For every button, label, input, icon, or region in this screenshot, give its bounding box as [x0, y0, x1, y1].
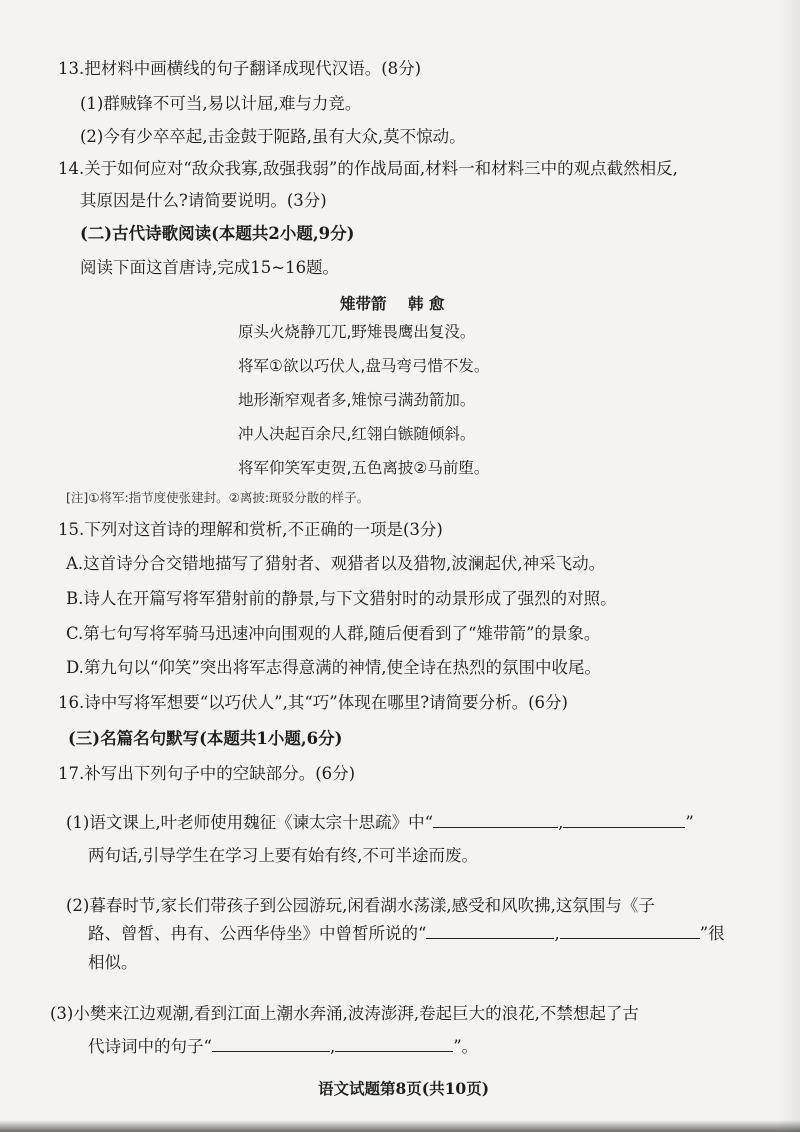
q14-line2: 其原因是什么?请简要说明。(3分): [80, 191, 327, 210]
q17-sub3-comma: ,: [329, 1037, 336, 1056]
q17-sub1-text: (1)语文课上,叶老师使用魏征《谏太宗十思疏》中“: [66, 813, 434, 832]
q17-sub3-blank-1[interactable]: [212, 1035, 330, 1052]
poem-line-2: 将军①欲以巧伏人,盘马弯弓惜不发。: [238, 357, 490, 375]
scan-bottom-shadow: [0, 1120, 800, 1132]
q14-line1: 14.关于如何应对“敌众我寡,敌强我弱”的作战局面,材料一和材料三中的观点截然相反,: [58, 159, 678, 178]
q17-sub2-comma: ,: [554, 924, 560, 943]
q15-option-d: D.第九句以“仰笑”突出将军志得意满的神情,使全诗在热烈的氛围中收尾。: [66, 658, 602, 677]
q15-option-c: C.第七句写将军骑马迅速冲向围观的人群,随后便看到了“雉带箭”的景象。: [66, 624, 601, 643]
poem-author: 韩 愈: [408, 295, 445, 313]
q17-sub1-line1: [66, 811, 694, 834]
q13-stem: 13.把材料中画横线的句子翻译成现代汉语。(8分): [58, 59, 422, 78]
q17-sub3-blank-2[interactable]: [335, 1035, 453, 1052]
q17-sub3-line1: (3)小樊来江边观潮,看到江面上潮水奔涌,波涛澎湃,卷起巨大的浪花,不禁想起了古: [50, 1004, 639, 1023]
section2-heading: (二)古代诗歌阅读(本题共2小题,9分): [80, 224, 355, 243]
q17-sub1-blank-2[interactable]: [563, 811, 685, 828]
q17-sub3-line2: [88, 1035, 478, 1058]
q17-sub1-comma: ,: [558, 813, 564, 832]
q17-sub2-line1: (2)暮春时节,家长们带孩子到公园游玩,闲看湖水荡漾,感受和风吹拂,这氛围与《子: [66, 896, 655, 915]
q17-stem: 17.补写出下列句子中的空缺部分。(6分): [58, 764, 356, 783]
q17-sub2-blank-2[interactable]: [560, 922, 700, 939]
q16-stem: 16.诗中写将军想要“以巧伏人”,其“巧”体现在哪里?请简要分析。(6分): [58, 693, 568, 712]
q13-sub1: (1)群贼锋不可当,易以计屈,难与力竞。: [80, 94, 362, 113]
q17-sub2-end: ”很: [699, 924, 725, 943]
section3-heading: (三)名篇名句默写(本题共1小题,6分): [68, 729, 343, 748]
q17-sub1-blank-1[interactable]: [433, 811, 558, 828]
q17-sub3-text: 代诗词中的句子“: [88, 1037, 212, 1056]
section2-instruction: 阅读下面这首唐诗,完成15~16题。: [80, 258, 340, 277]
poem-line-3: 地形渐窄观者多,雉惊弓满劲箭加。: [238, 391, 476, 409]
q17-sub2-text: 路、曾皙、冉有、公西华侍坐》中曾皙所说的“: [88, 924, 427, 943]
page-footer: 语文试题第8页(共10页): [318, 1079, 490, 1098]
q17-sub1-close-quote: ”: [685, 813, 694, 832]
poem-title: 雉带箭: [340, 295, 387, 313]
q17-sub2-blank-1[interactable]: [426, 922, 554, 939]
poem-note: [注]①将军:指节度使张建封。②离披:斑驳分散的样子。: [66, 490, 370, 505]
scan-gutter-shadow: [778, 0, 800, 1132]
q13-sub2: (2)今有少卒卒起,击金鼓于阨路,虽有大众,莫不惊动。: [80, 127, 466, 146]
q15-option-b: B.诗人在开篇写将军猎射前的静景,与下文猎射时的动景形成了强烈的对照。: [66, 589, 617, 608]
q17-sub2-line2: [88, 922, 725, 945]
q15-option-a: A.这首诗分合交错地描写了猎射者、观猎者以及猎物,波澜起伏,神采飞动。: [66, 554, 606, 573]
poem-line-1: 原头火烧静兀兀,野雉畏鹰出复没。: [238, 323, 476, 341]
q17-sub3-end: ”。: [453, 1037, 479, 1056]
q17-sub2-line3: 相似。: [88, 953, 138, 972]
q15-stem: 15.下列对这首诗的理解和赏析,不正确的一项是(3分): [58, 520, 443, 539]
poem-line-4: 冲人决起百余尺,红翎白镞随倾斜。: [238, 425, 476, 443]
poem-line-5: 将军仰笑军吏贺,五色离披②马前堕。: [238, 459, 490, 477]
q17-sub1-line2: 两句话,引导学生在学习上要有始有终,不可半途而废。: [88, 846, 478, 865]
